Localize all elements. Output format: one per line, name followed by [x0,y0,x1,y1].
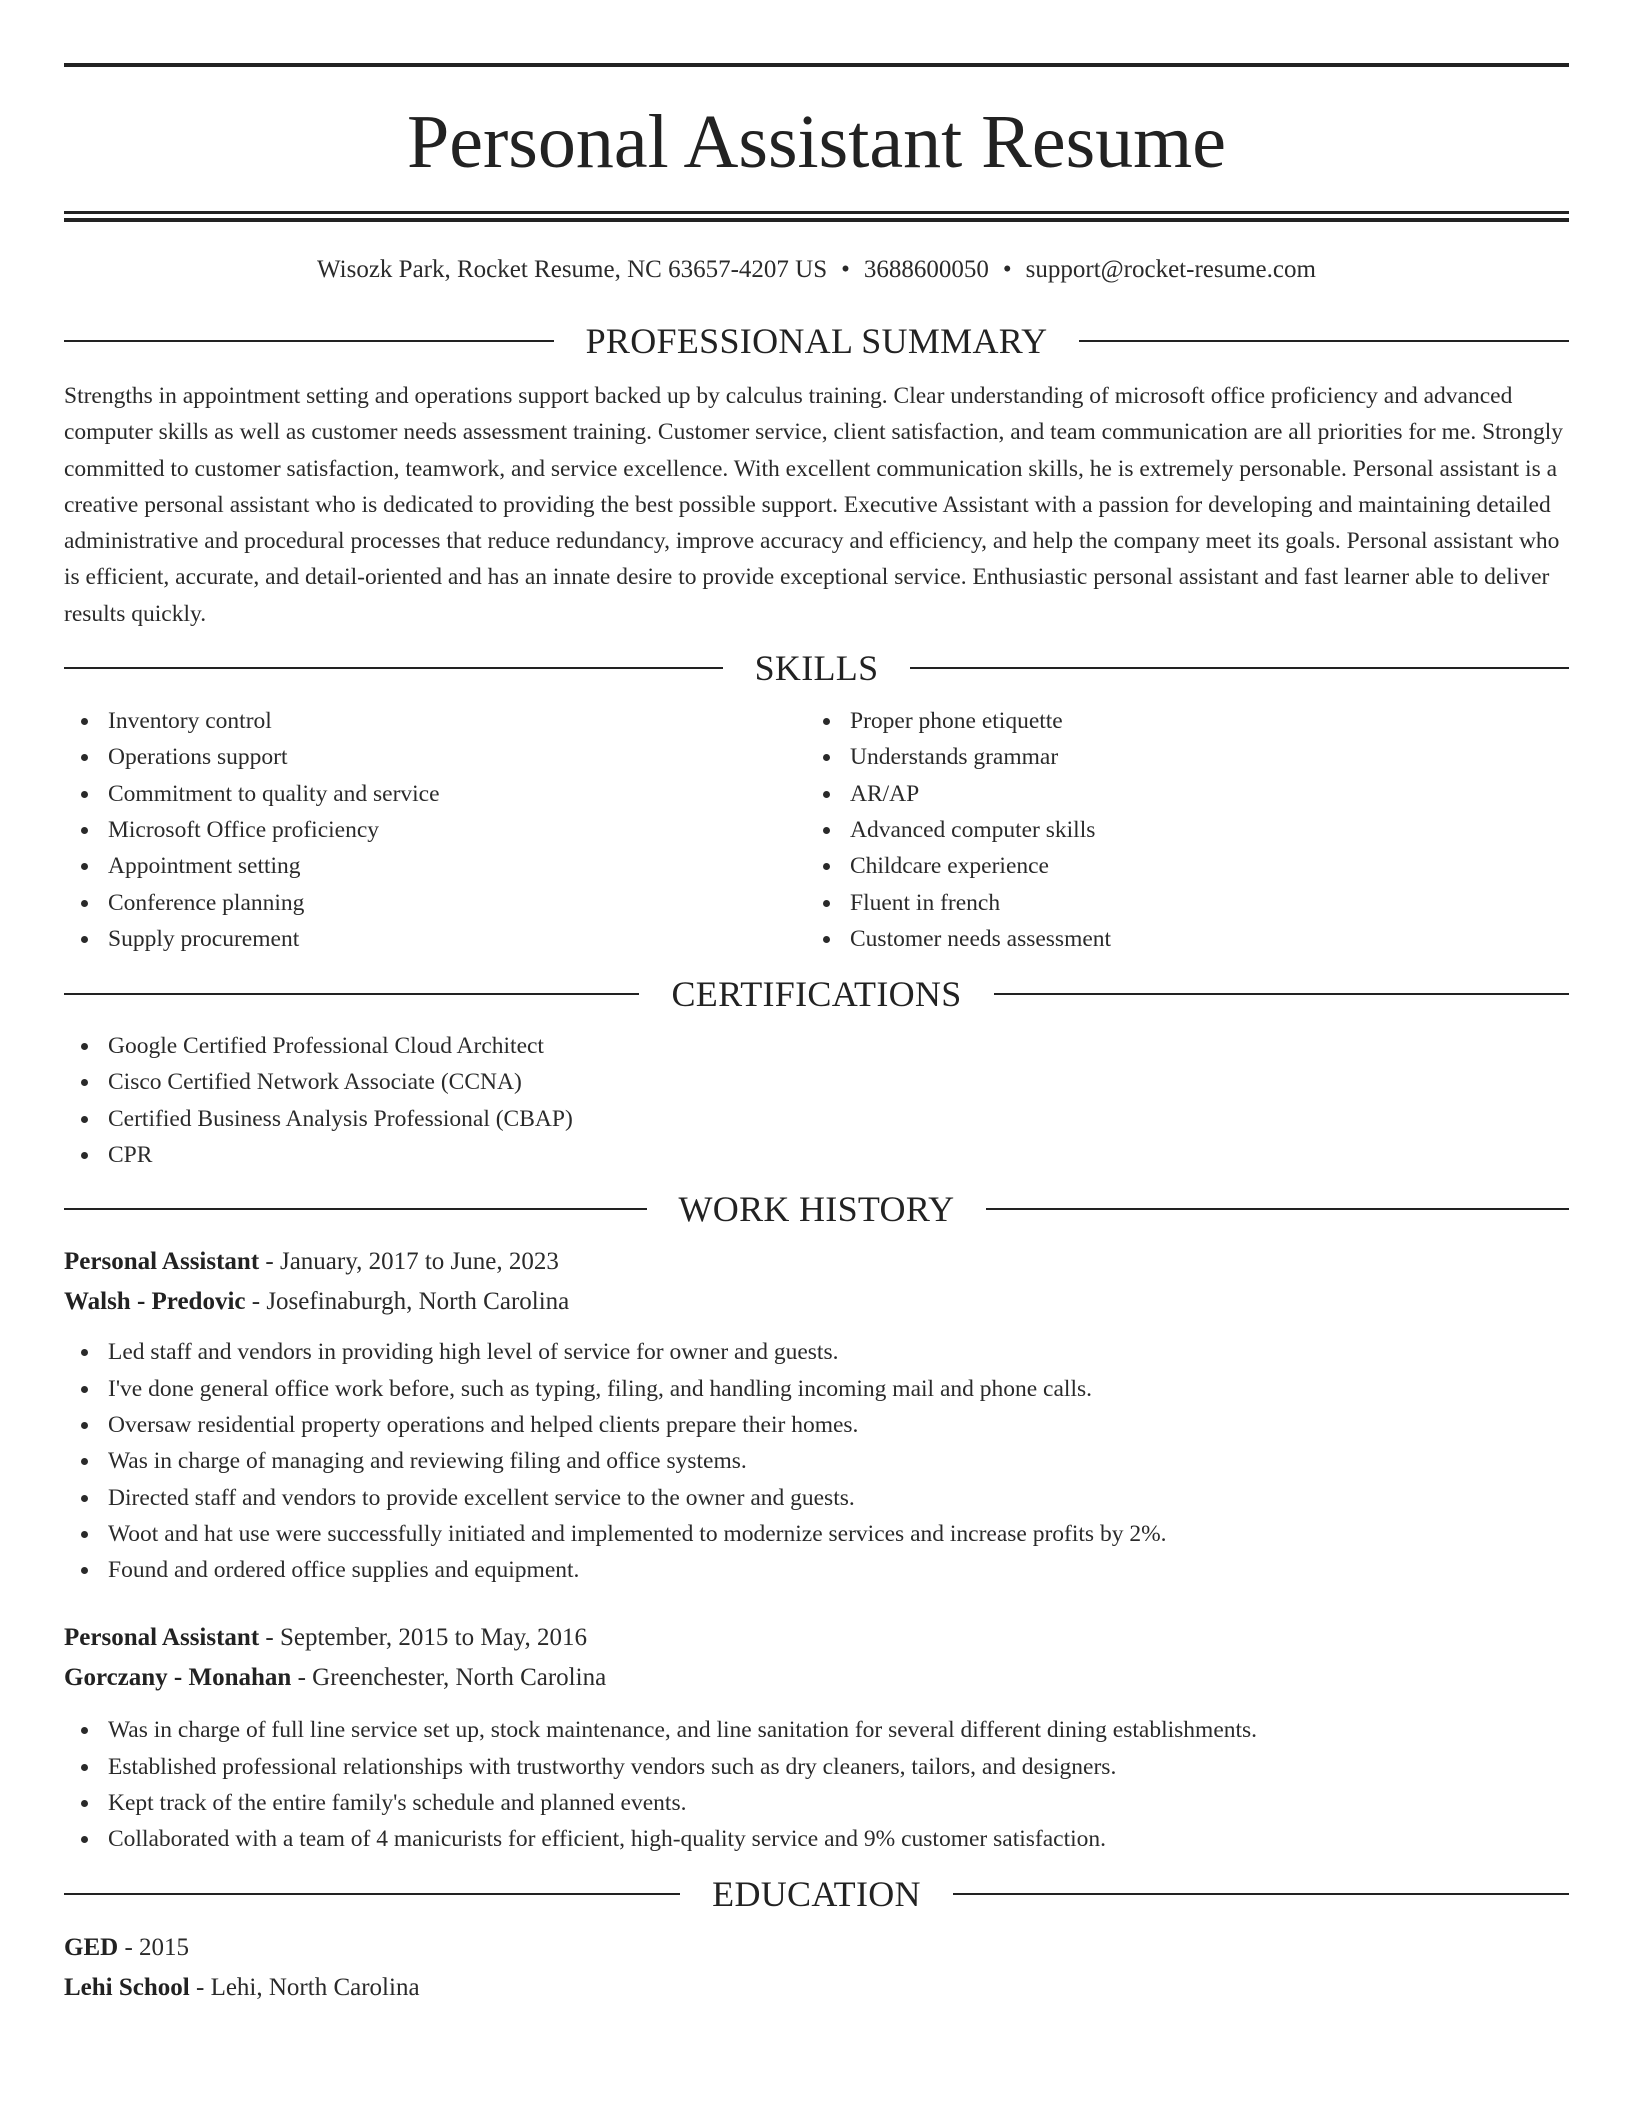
dash: - [251,1288,261,1316]
heading-rule [910,667,1569,669]
resume-page [64,0,1569,2008]
job-duty: Directed staff and vendors to provide excellent service to the owner and guests. [64,1480,1569,1516]
certifications-list [64,1028,1569,1173]
contact-separator: • [1002,256,1012,283]
job-company: Walsh - Predovic [64,1288,246,1316]
contact-email: support@rocket-resume.com [1025,256,1316,283]
contact-phone: 3688600050 [863,256,989,283]
job-duty: I've done general office work before, such as typing, filing, and handling incoming mail and phone calls. [64,1371,1569,1407]
job-duty: Woot and hat use were successfully initiated and implemented to modernize services and increase profits by 2%. [64,1516,1569,1552]
job-title-line [64,1242,1569,1282]
section-title: WORK HISTORY [678,1189,955,1230]
section-title: EDUCATION [712,1873,921,1914]
section-heading-skills [64,648,1569,688]
section-title: PROFESSIONAL SUMMARY [585,321,1048,361]
job-entry [64,1242,1569,1588]
top-rule [64,63,1569,67]
skill-item: AR/AP [806,776,1548,812]
job-entry [64,1618,1569,1857]
job-duty: Collaborated with a team of 4 manicurists for efficient, high-quality service and 9% customer satisfaction. [64,1821,1569,1857]
title-double-rule [64,211,1569,222]
resume-title: Personal Assistant Resume [406,100,1227,184]
section-title: CERTIFICATIONS [671,974,962,1015]
skills-grid [64,703,1569,957]
skill-item: Commitment to quality and service [64,776,806,812]
heading-rule [64,1208,647,1210]
dash: - [265,1624,274,1652]
skill-item: Inventory control [64,703,806,739]
skill-item: Appointment setting [64,848,806,884]
job-duty: Found and ordered office supplies and equipment. [64,1552,1569,1588]
dash: - [124,1933,133,1961]
job-company-line [64,1282,1569,1322]
education-year: 2015 [139,1933,190,1961]
education-entry [64,1928,1569,2008]
heading-rule [64,1893,680,1895]
education-degree: GED [64,1933,119,1961]
job-duties-list [64,1712,1569,1857]
skill-item: Proper phone etiquette [806,703,1548,739]
section-heading-work [64,1189,1569,1229]
skill-item: Fluent in french [806,885,1548,921]
job-location: Josefinaburgh, North Carolina [266,1288,570,1316]
skill-item: Conference planning [64,885,806,921]
education-degree-line [64,1928,1569,1968]
job-company: Gorczany - Monahan [64,1664,292,1692]
contact-separator: • [841,256,850,283]
certification-item: Google Certified Professional Cloud Architect [64,1028,1569,1064]
heading-rule [994,993,1569,995]
job-title: Personal Assistant [64,1624,260,1652]
contact-line [64,255,1569,285]
job-duties-list [64,1334,1569,1588]
education-location: Lehi, North Carolina [210,1973,420,2001]
certification-item: CPR [64,1137,1569,1173]
section-heading-education [64,1874,1569,1914]
job-title: Personal Assistant [64,1248,260,1276]
skill-item: Microsoft Office proficiency [64,812,806,848]
heading-rule [64,667,723,669]
education-school: Lehi School [64,1973,190,2001]
certification-item: Certified Business Analysis Professional (CBAP) [64,1101,1569,1137]
skill-item: Childcare experience [806,848,1548,884]
skill-item: Advanced computer skills [806,812,1548,848]
dash: - [297,1664,306,1692]
job-dates: January, 2017 to June, 2023 [279,1248,559,1276]
skill-item: Customer needs assessment [806,921,1548,957]
skill-item: Supply procurement [64,921,806,957]
heading-rule [986,1208,1569,1210]
job-duty: Established professional relationships with trustworthy vendors such as dry cleaners, tailors, and designers. [64,1749,1569,1785]
job-duty: Led staff and vendors in providing high level of service for owner and guests. [64,1334,1569,1370]
job-duty: Was in charge of full line service set up, stock maintenance, and line sanitation for several different dining establishments. [64,1712,1569,1748]
skill-item: Understands grammar [806,739,1548,775]
job-location: Greenchester, North Carolina [312,1664,607,1692]
job-dates: September, 2015 to May, 2016 [279,1624,588,1652]
skills-list-right [806,703,1548,957]
skills-list-left [64,703,806,957]
heading-rule [1079,340,1569,342]
section-heading-certifications [64,974,1569,1014]
dash: - [195,1973,205,2001]
summary-text: Strengths in appointment setting and operations support backed up by calculus training. Clear understanding of microsoft office proficiency and advanced computer skills as well as customer needs assessment training. Customer service, client satisfaction, and team communication are all priorities for me. Strongly committed to customer satisfaction, teamwork, and service excellence. With excellent communication skills, he is extremely personable. Personal assistant is a creative personal assistant who is dedicated to providing the best possible support. Executive Assistant with a passion for developing and maintaining detailed administrative and procedural processes that reduce redundancy, improve accuracy and efficiency, and help the company meet its goals. Personal assistant who is efficient, accurate, and detail-oriented and has an innate desire to provide exceptional service. Enthusiastic personal assistant and fast learner able to deliver results quickly. [64,383,1564,627]
job-duty: Was in charge of managing and reviewing filing and office systems. [64,1443,1569,1479]
skill-item: Operations support [64,739,806,775]
heading-rule [953,1893,1569,1895]
job-duty: Oversaw residential property operations and helped clients prepare their homes. [64,1407,1569,1443]
certification-item: Cisco Certified Network Associate (CCNA) [64,1064,1569,1100]
section-heading-summary [64,321,1569,361]
job-duty: Kept track of the entire family's schedule and planned events. [64,1785,1569,1821]
dash: - [265,1248,274,1276]
job-company-line [64,1658,1569,1698]
contact-address: Wisozk Park, Rocket Resume, NC 63657-4207 US [317,256,828,283]
heading-rule [64,340,554,342]
education-school-line [64,1968,1569,2008]
section-title: SKILLS [754,648,879,689]
heading-rule [64,993,639,995]
job-title-line [64,1618,1569,1658]
